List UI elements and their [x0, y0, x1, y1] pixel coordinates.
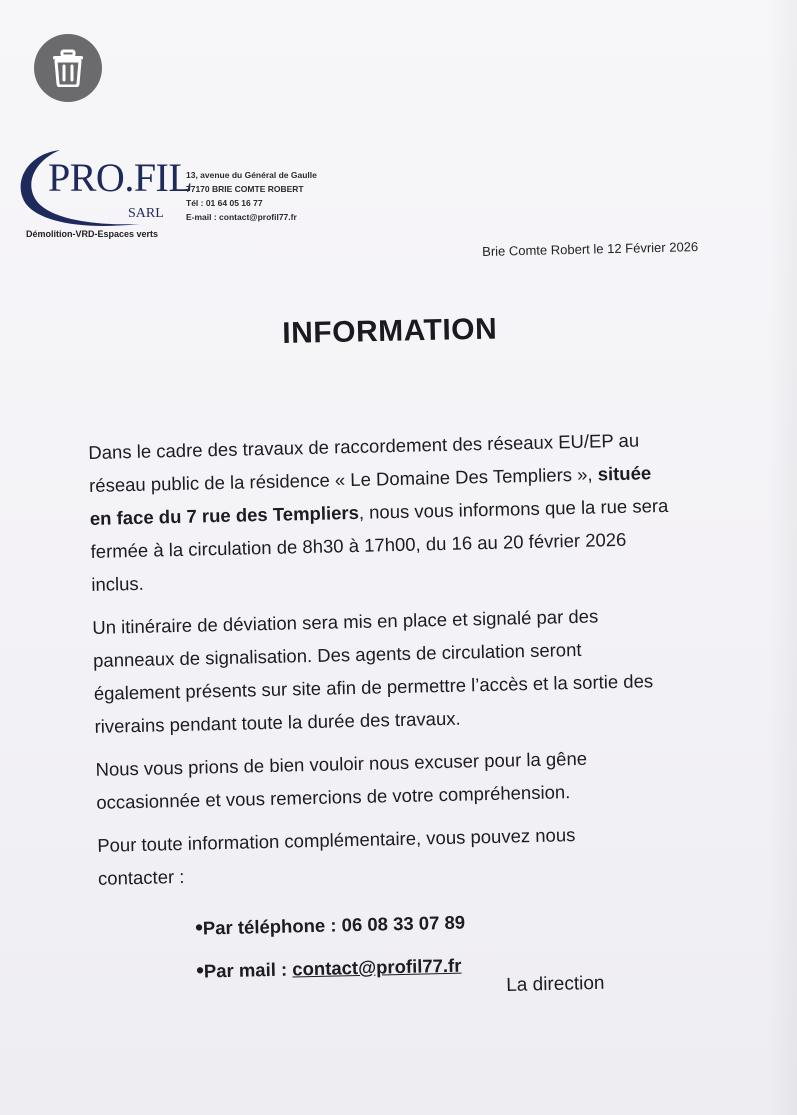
company-tagline: Démolition-VRD-Espaces verts: [26, 229, 159, 239]
address-line: 13, avenue du Général de Gaulle: [186, 170, 317, 180]
signature: La direction: [506, 972, 605, 996]
text-segment-bold: en face du 7 rue des Templiers: [89, 501, 360, 529]
paragraph-apology: [95, 738, 736, 819]
letter-body: [88, 421, 741, 994]
company-logo: [12, 146, 193, 241]
phone-text: Par téléphone : 06 08 33 07 89: [202, 911, 466, 939]
logo-sarl: SARL: [128, 206, 164, 221]
paper-shadow: [767, 0, 797, 1115]
text-line: Un itinéraire de déviation sera mis en place et signalé par des: [92, 605, 599, 638]
paragraph-contact: [97, 814, 738, 895]
trash-icon: [51, 49, 85, 87]
text-line: contacter :: [97, 865, 185, 889]
text-segment: , nous vous informons que la rue sera: [358, 494, 669, 523]
delete-button[interactable]: [34, 34, 102, 102]
email-link[interactable]: contact@profil77.fr: [292, 954, 462, 980]
address-line: 77170 BRIE COMTE ROBERT: [186, 184, 304, 194]
text-line: Dans le cadre des travaux de raccordement des réseaux EU/EP au: [88, 429, 640, 463]
address-email: E-mail : contact@profil77.fr: [186, 212, 297, 222]
logo-text: PRO.FIL: [48, 155, 193, 200]
text-line: occasionnée et vous remercions de votre compréhension.: [96, 781, 571, 813]
bullet-icon: •: [195, 957, 205, 983]
text-line: fermée à la circulation de 8h30 à 17h00, du 16 au 20 février 2026: [90, 528, 627, 562]
place-and-date: Brie Comte Robert le 12 Février 2026: [482, 239, 699, 259]
text-segment: réseau public de la résidence « Le Domaine Des Templiers »,: [88, 463, 598, 496]
document-title: INFORMATION: [282, 312, 498, 350]
text-line: Nous vous prions de bien vouloir nous excuser pour la gêne: [95, 747, 588, 780]
contact-list: [195, 894, 741, 992]
text-segment-bold: située: [597, 462, 652, 485]
text-line: panneaux de signalisation. Des agents de circulation seront: [92, 638, 582, 671]
text-line: riverains pendant toute la durée des travaux.: [94, 707, 461, 737]
text-line: également présents sur site afin de permettre l’accès et la sortie des: [93, 670, 654, 704]
mail-label: Par mail :: [203, 958, 293, 982]
address-phone: Tél : 01 64 05 16 77: [186, 198, 263, 208]
bullet-icon: •: [194, 914, 204, 940]
company-address: [186, 168, 317, 224]
text-line: inclus.: [91, 572, 145, 595]
paragraph-detour: [92, 596, 735, 742]
paragraph-works: [88, 421, 732, 600]
text-line: Pour toute information complémentaire, vous pouvez nous: [97, 824, 576, 856]
